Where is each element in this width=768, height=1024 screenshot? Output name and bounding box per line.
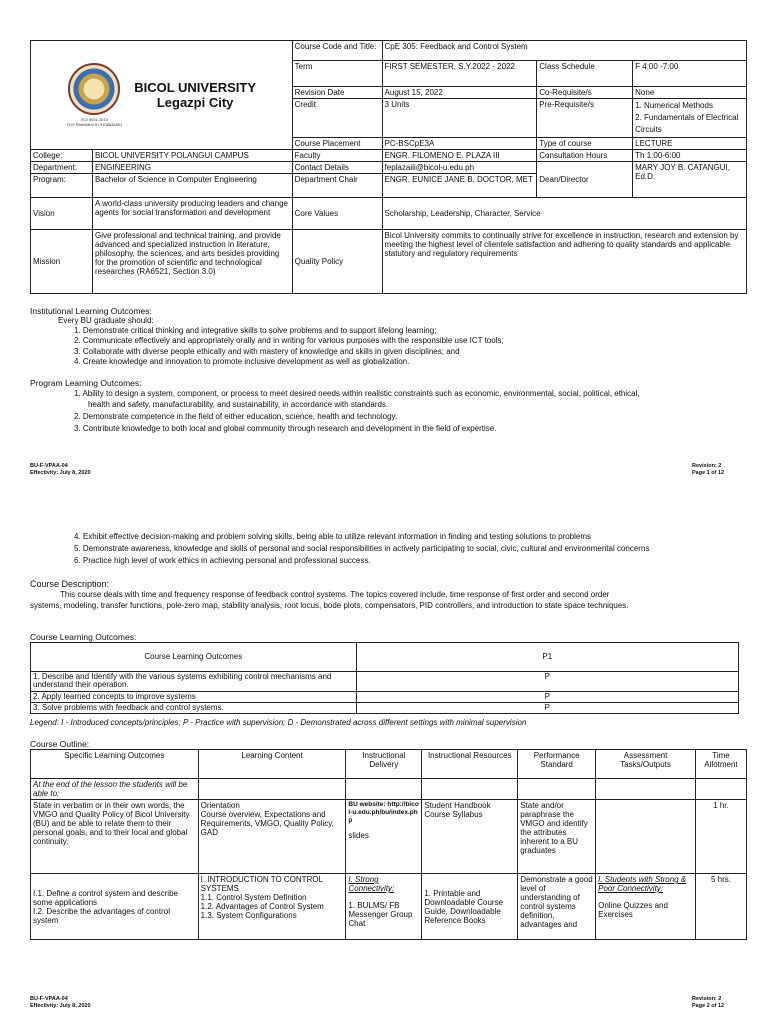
plo-item-5: 5. Demonstrate awareness, knowledge and skills of personal and social responsibilities in actively participating to social, civic, cultural and environmental concerns	[74, 544, 650, 553]
vision-value: A world-class university producing leaders and change agents for social transformation and development	[92, 198, 292, 230]
footer-effectivity-p1: Effectivity: July 8, 2020	[30, 470, 91, 476]
prereq-value	[633, 99, 747, 138]
revision-date-label: Revision Date	[292, 87, 382, 99]
ilo-intro: Every BU graduate should:	[58, 316, 154, 325]
outline-intro-empty	[198, 779, 346, 800]
dean-label: Dean/Director	[537, 162, 633, 198]
department-value: ENGINEERING	[92, 162, 292, 174]
revision-date-value: August 15, 2022	[382, 87, 537, 99]
outline-title: Course Outline:	[30, 739, 90, 749]
outline-header-content: Learning Content	[198, 750, 346, 779]
core-values-label: Core Values	[292, 198, 382, 230]
plo-item-3: 3. Contribute knowledge to both local and global community through research and development in the field of expertise.	[74, 424, 497, 433]
row2-time: 5 hrs.	[695, 874, 746, 940]
clo-header-p1: P1	[356, 643, 738, 672]
credit-label: Credit	[292, 99, 382, 138]
mission-value: Give professional and technical training, and provide advanced and specialized instruction in literature, philosophy, the sciences, and arts besides providing for the promotion of scientific and technological researches (RA6521, Section 3.0)	[92, 230, 292, 294]
row2-delivery-bulms: 1. BULMS/ FB Messenger Group Chat	[348, 901, 413, 928]
clo-row-3: 3. Solve problems with feedback and control systems.	[31, 703, 357, 714]
clo-legend: Legend: I - Introduced concepts/principles; P - Practice with supervision; D - Demonstrated across different settings with minimal supervision	[30, 718, 527, 727]
footer-revision-p2: Revision: 2	[692, 996, 722, 1002]
outline-header-slo: Specific Learning Outcomes	[31, 750, 199, 779]
row2-resources: 1. Printable and Downloadable Course Guide, Downloadable Reference Books	[422, 874, 518, 940]
footer-revision-p1: Revision: 2	[692, 463, 722, 469]
outline-header-standard: Performance Standard	[518, 750, 596, 779]
credit-value: 3 Units	[382, 99, 537, 138]
description-line-1: This course deals with time and frequency response of feedback control systems. The topics covered include, time response of first order and second order	[60, 590, 610, 599]
program-value: Bachelor of Science in Computer Engineering	[92, 174, 292, 198]
outline-intro-empty	[346, 779, 422, 800]
plo-item-2: 2. Demonstrate competence in the field of either education, science, health and technology.	[74, 412, 398, 421]
plo-item-1-cont: health and safety, manufacturability, and sustainability, in accordance with standards.	[88, 400, 389, 409]
row2-content: I. INTRODUCTION TO CONTROL SYSTEMS 1.1. Control System Definition 1.2. Advantages of Control System 1.3. System Configurations	[198, 874, 346, 940]
coreq-label: Co-Requisite/s	[537, 87, 633, 99]
footer-effectivity-p2: Effectivity: July 8, 2020	[30, 1003, 91, 1009]
syllabus-header-table	[30, 40, 747, 294]
ilo-title: Institutional Learning Outcomes:	[30, 306, 152, 316]
quality-policy-value: Bicol University commits to continually strive for excellence in instruction, research and extension by meeting the highest level of clientele satisfaction and adhering to quality standards and applicable statutory and regulatory requirements	[382, 230, 746, 294]
university-name: BICOL UNIVERSITY	[134, 80, 257, 95]
outline-intro-empty	[695, 779, 746, 800]
clo-row-1: 1. Describe and Identify with the various systems exhibiting control mechanisms and understand their operation.	[31, 672, 357, 692]
contact-label: Contact Details	[292, 162, 382, 174]
outline-intro: At the end of the lesson the students will be able to:	[31, 779, 199, 800]
plo-item-1: 1. Ability to design a system, component, or process to meet desired needs within realistic constraints such as economic, environmental, social, political, ethical,	[74, 389, 640, 398]
ilo-item-3: 3. Collaborate with diverse people ethically and with mastery of knowledge and skills in given disciplines; and	[74, 347, 460, 356]
department-label: Department:	[31, 162, 93, 174]
outline-header-delivery: Instructional Delivery	[346, 750, 422, 779]
course-type-value: LECTURE	[633, 138, 747, 150]
row2-assessment-quizzes: Online Quizzes and Exercises	[598, 901, 668, 919]
plo-title: Program Learning Outcomes:	[30, 378, 142, 388]
row2-slo: I.1. Define a control system and describe some applications I.2. Describe the advantages of control system	[31, 874, 199, 940]
iso-line-1: ISO 9001:2015	[80, 117, 108, 122]
consultation-label: Consultation Hours	[537, 150, 633, 162]
core-values-value: Scholarship, Leadership, Character, Service	[382, 198, 746, 230]
course-code-value: CpE 305: Feedback and Control System	[382, 41, 746, 61]
college-value: BICOL UNIVERSITY POLANGUI CAMPUS	[92, 150, 292, 162]
clo-title: Course Learning Outcomes:	[30, 632, 137, 642]
outline-header-resources: Instructional Resources	[422, 750, 518, 779]
footer-code-p1: BU-F-VPAA-04	[30, 463, 68, 469]
row1-delivery-slides: slides	[348, 831, 369, 840]
term-label: Term	[292, 61, 382, 87]
row2-standard: Demonstrate a good level of understanding of control systems definition, advantages and	[518, 874, 596, 940]
course-outline-table	[30, 749, 747, 940]
footer-page-p2: Page 2 of 12	[692, 1003, 725, 1009]
row1-delivery-website: BU website: http://bicol-u.edu.ph/bu/index.php	[348, 801, 419, 824]
ilo-item-1: 1. Demonstrate critical thinking and integrative skills to solve problems and to support lifelong learning;	[74, 326, 437, 335]
course-type-label: Type of course	[537, 138, 633, 150]
term-value: FIRST SEMESTER, S.Y.2022 - 2022	[382, 61, 537, 87]
row1-assessment	[596, 800, 696, 874]
clo-table	[30, 642, 739, 714]
placement-value: PC-BSCpE3A	[382, 138, 537, 150]
row1-standard: State and/or paraphrase the VMGO and identify the attributes inherent to a BU graduates	[518, 800, 596, 874]
contact-value: feplazaiii@bicol-u.edu.ph	[382, 162, 537, 174]
row1-resources: Student Handbook Course Syllabus	[422, 800, 518, 874]
description-title: Course Description:	[30, 579, 110, 589]
clo-row-3-p: P	[356, 703, 738, 714]
outline-intro-empty	[518, 779, 596, 800]
ilo-item-2: 2. Communicate effectively and appropriately orally and in writing for various purposes with the responsible use ICT tools;	[74, 336, 504, 345]
outline-intro-empty	[422, 779, 518, 800]
university-city: Legazpi City	[156, 95, 234, 110]
iso-line-2: TUV Rheinland ID 9108632891	[66, 122, 123, 127]
faculty-value: ENGR. FILOMENO E. PLAZA III	[382, 150, 537, 162]
coreq-value: None	[633, 87, 747, 99]
prereq-item-2: 2. Fundamentals of Electrical Circuits	[635, 113, 739, 134]
row2-assessment-connectivity: I. Students with Strong & Poor Connectivity:	[598, 875, 687, 893]
outline-header-assessment: Assessment Tasks/Outputs	[596, 750, 696, 779]
description-line-2: systems, modeling, transfer functions, pole-zero map, stability analysis, root locus, bode plots, compensators, PID controllers, and introduction to state space techniques.	[30, 601, 629, 610]
course-code-label: Course Code and Title:	[292, 41, 382, 61]
row2-assessment	[596, 874, 696, 940]
faculty-label: Faculty	[292, 150, 382, 162]
university-banner	[31, 41, 293, 150]
footer-code-p2: BU-F-VPAA-04	[30, 996, 68, 1002]
row1-time: 1 hr.	[695, 800, 746, 874]
university-seal-logo	[68, 63, 120, 115]
plo-item-6: 6. Practice high level of work ethics in achieving personal and professional success.	[74, 556, 371, 565]
class-schedule-value: F 4:00 -7:00	[633, 61, 747, 87]
clo-row-2-p: P	[356, 692, 738, 703]
class-schedule-label: Class Schedule	[537, 61, 633, 87]
outline-header-time: Time Allotment	[695, 750, 746, 779]
row2-delivery	[346, 874, 422, 940]
clo-row-1-p: P	[356, 672, 738, 692]
consultation-value: Th 1:00-6:00	[633, 150, 747, 162]
chair-value: ENGR. EUNICE JANE B. DOCTOR, MET	[382, 174, 537, 198]
quality-policy-label: Quality Policy	[292, 230, 382, 294]
row1-delivery	[346, 800, 422, 874]
vision-label: Vision	[31, 198, 93, 230]
program-label: Program:	[31, 174, 93, 198]
college-label: College:	[31, 150, 93, 162]
clo-row-2: 2. Apply learned concepts to improve systems	[31, 692, 357, 703]
dean-value: MARY JOY B. CATANGUI, Ed.D.	[633, 162, 747, 198]
chair-label: Department Chair	[292, 174, 382, 198]
footer-page-p1: Page 1 of 12	[692, 470, 725, 476]
row1-slo: State in verbatim or in their own words, the VMGO and Quality Policy of Bicol University (BU) and be able to relate them to their personal goals, and to their local and global continuity.	[31, 800, 199, 874]
plo-item-4: 4. Exhibit effective decision-making and problem solving skills, being able to utilize relevant information in finding and testing solutions to problems	[74, 532, 592, 541]
clo-header: Course Learning Outcomes	[31, 643, 357, 672]
row2-delivery-connectivity: I. Strong Connectivity:	[348, 875, 395, 893]
prereq-item-1: 1. Numerical Methods	[635, 101, 713, 110]
mission-label: Mission	[31, 230, 93, 294]
placement-label: Course Placement	[292, 138, 382, 150]
prereq-label: Pre-Requisite/s	[537, 99, 633, 138]
ilo-item-4: 4. Create knowledge and innovation to promote inclusive development as well as globalization.	[74, 357, 410, 366]
row1-content: Orientation Course overview, Expectations and Requirements, VMGO, Quality Policy, GAD	[198, 800, 346, 874]
outline-intro-empty	[596, 779, 696, 800]
